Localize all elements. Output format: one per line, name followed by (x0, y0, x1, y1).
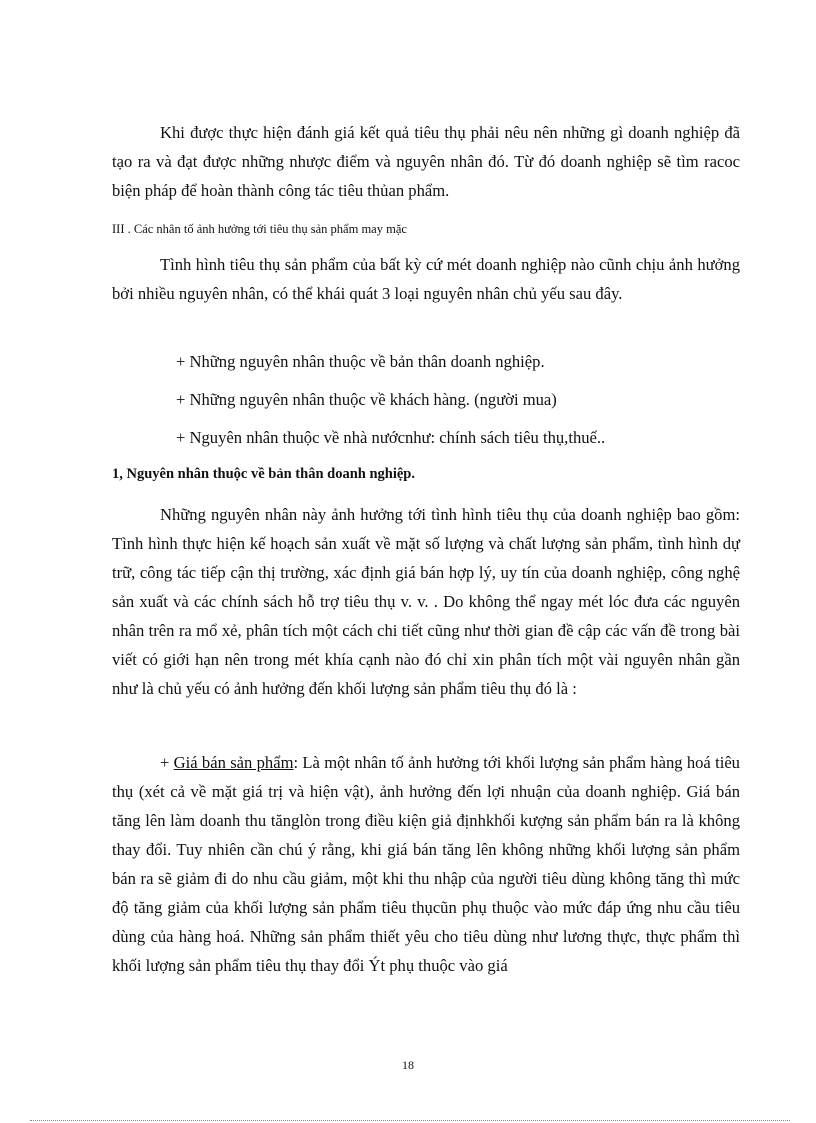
bullet-customer: + Những nguyên nhân thuộc về khách hàng. (người mua) (176, 390, 557, 409)
section-title: III . Các nhân tố ảnh hưởng tới tiêu thụ sản phẩm may mặc (112, 222, 407, 236)
page-number: 18 (402, 1058, 414, 1072)
bullet-state: + Nguyên nhân thuộc về nhà nướcnhư: chính sách tiêu thụ,thuế.. (176, 428, 606, 447)
paragraph-evaluation: Khi được thực hiện đánh giá kết quả tiêu thụ phải nêu nên những gì doanh nghiệp đã tạo ra và đạt được những nhược điểm và nguyên nhân đó. Từ đó doanh nghiệp sẽ tìm racoc biện pháp để hoàn thành công tác tiêu thủan phẩm. (112, 123, 740, 200)
bottom-divider (30, 1120, 790, 1121)
paragraph-selling-price (112, 748, 740, 980)
paragraph-enterprise-causes: Những nguyên nhân này ảnh hưởng tới tình hình tiêu thụ của doanh nghiệp bao gồm: Tình hình thực hiện kế hoạch sản xuất về mặt số lượng và chất lượng sản phẩm, tình hình dự trữ, công tác tiếp cận thị trường, xác định giá bán hợp lý, uy tín của doanh nghiệp, công nghệ sản xuất và các chính sách hỗ trợ tiêu thụ v. v. . Do không thể ngay mét lóc đưa các nguyên nhân trên ra mổ xẻ, phân tích một cách chi tiết cũng như thời gian đề cập các vấn đề trong bài viết có giới hạn nên trong mét khía cạnh nào đó chỉ xin phân tích một vài nguyên nhân gần như là chủ yếu có ảnh hưởng đến khối lượng sản phẩm tiêu thụ đó là : (112, 505, 740, 698)
subheading-enterprise-causes: 1, Nguyên nhân thuộc về bản thân doanh nghiệp. (112, 466, 415, 482)
price-prefix: + (160, 753, 174, 772)
price-term: Giá bán sản phẩm (173, 753, 294, 772)
price-text: : Là một nhân tố ảnh hưởng tới khối lượng sản phẩm hàng hoá tiêu thụ (xét cả về mặt giá trị và hiện vật), ảnh hưởng đến lợi nhuận của doanh nghiệp. Giá bán tăng lên làm doanh thu tănglòn trong điều kiện giả địnhkhối kượng sản phẩm bán ra là không thay đổi. Tuy nhiên cần chú ý rằng, khi giá bán tăng lên không những khối lượng sản phẩm bán ra sẽ giảm đi do nhu cầu giảm, một khi thu nhập của người tiêu dùng không tăng thì mức độ tăng giảm của khối lượng sản phẩm tiêu thụcũn phụ thuộc vào mức đáp ứng nhu cầu tiêu dùng của hàng hoá. Những sản phẩm thiết yêu cho tiêu dùng như lương thực, thực phẩm thì khối lượng sản phẩm tiêu thụ thay đổi Ýt phụ thuộc vào giá (112, 753, 740, 975)
bullet-enterprise: + Những nguyên nhân thuộc về bản thân doanh nghiệp. (176, 352, 545, 371)
paragraph-factors-intro: Tình hình tiêu thụ sản phẩm của bất kỳ cứ mét doanh nghiệp nào cũnh chịu ảnh hưởng bởi nhiều nguyên nhân, có thể khái quát 3 loại nguyên nhân chủ yếu sau đây. (112, 255, 740, 303)
